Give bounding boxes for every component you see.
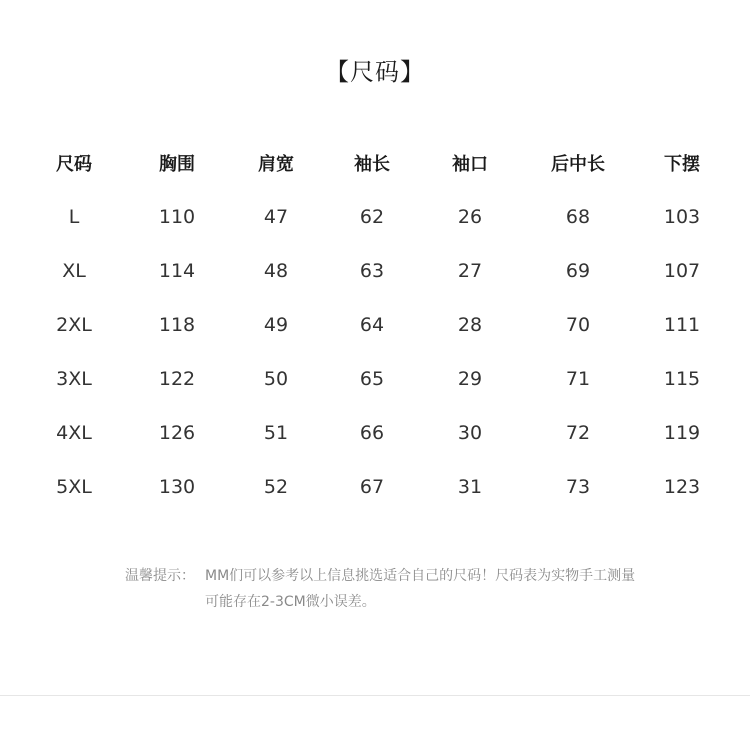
table-cell-size: XL (62, 260, 86, 282)
bottom-divider (0, 695, 750, 696)
table-row (0, 244, 750, 298)
table-cell-cuff: 28 (457, 314, 483, 336)
table-cell-sleeve-length: 66 (359, 422, 385, 444)
table-row (0, 190, 750, 244)
table-cell-cuff: 27 (457, 260, 483, 282)
table-cell-shoulder: 49 (263, 314, 289, 336)
table-cell-back-length: 72 (565, 422, 591, 444)
table-cell-shoulder: 48 (263, 260, 289, 282)
page-title: 【尺码】 (325, 58, 425, 86)
table-cell-size: 2XL (56, 314, 92, 336)
table-row (0, 352, 750, 406)
table-cell-hem: 111 (663, 314, 701, 336)
table-cell-shoulder: 50 (263, 368, 289, 390)
table-cell-size: L (68, 206, 80, 228)
table-cell-shoulder: 52 (263, 476, 289, 498)
table-body (0, 190, 750, 514)
table-cell-sleeve-length: 67 (359, 476, 385, 498)
table-cell-hem: 119 (663, 422, 701, 444)
column-header-back-length: 后中长 (551, 154, 605, 175)
table-cell-back-length: 73 (565, 476, 591, 498)
table-cell-back-length: 68 (565, 206, 591, 228)
table-row (0, 298, 750, 352)
column-header-shoulder: 肩宽 (258, 154, 294, 175)
table-cell-cuff: 26 (457, 206, 483, 228)
size-chart-table (0, 136, 750, 514)
table-cell-back-length: 70 (565, 314, 591, 336)
table-cell-chest: 114 (158, 260, 196, 282)
column-header-hem: 下摆 (664, 154, 700, 175)
size-tip-note (125, 563, 635, 615)
table-cell-back-length: 69 (565, 260, 591, 282)
table-cell-size: 4XL (56, 422, 92, 444)
table-cell-cuff: 31 (457, 476, 483, 498)
column-header-size: 尺码 (56, 154, 92, 175)
table-cell-chest: 126 (158, 422, 196, 444)
table-cell-cuff: 30 (457, 422, 483, 444)
table-cell-sleeve-length: 62 (359, 206, 385, 228)
table-cell-hem: 103 (663, 206, 701, 228)
table-row (0, 406, 750, 460)
table-cell-hem: 115 (663, 368, 701, 390)
column-header-cuff: 袖口 (452, 154, 488, 175)
table-cell-sleeve-length: 64 (359, 314, 385, 336)
column-header-sleeve-length: 袖长 (354, 154, 390, 175)
table-cell-size: 3XL (56, 368, 92, 390)
column-header-chest: 胸围 (159, 154, 195, 175)
table-cell-hem: 123 (663, 476, 701, 498)
table-cell-chest: 130 (158, 476, 196, 498)
table-cell-back-length: 71 (565, 368, 591, 390)
note-line-2: 可能存在2-3CM微小误差。 (205, 594, 376, 610)
note-line-1: MM们可以参考以上信息挑选适合自己的尺码！尺码表为实物手工测量 (205, 568, 636, 584)
table-cell-sleeve-length: 65 (359, 368, 385, 390)
table-cell-chest: 122 (158, 368, 196, 390)
table-row (0, 460, 750, 514)
table-cell-shoulder: 47 (263, 206, 289, 228)
table-cell-size: 5XL (56, 476, 92, 498)
table-cell-sleeve-length: 63 (359, 260, 385, 282)
table-cell-hem: 107 (663, 260, 701, 282)
note-label: 温馨提示： (125, 568, 195, 584)
table-cell-chest: 110 (158, 206, 196, 228)
table-header-row (0, 136, 750, 190)
table-cell-cuff: 29 (457, 368, 483, 390)
table-cell-chest: 118 (158, 314, 196, 336)
table-cell-shoulder: 51 (263, 422, 289, 444)
